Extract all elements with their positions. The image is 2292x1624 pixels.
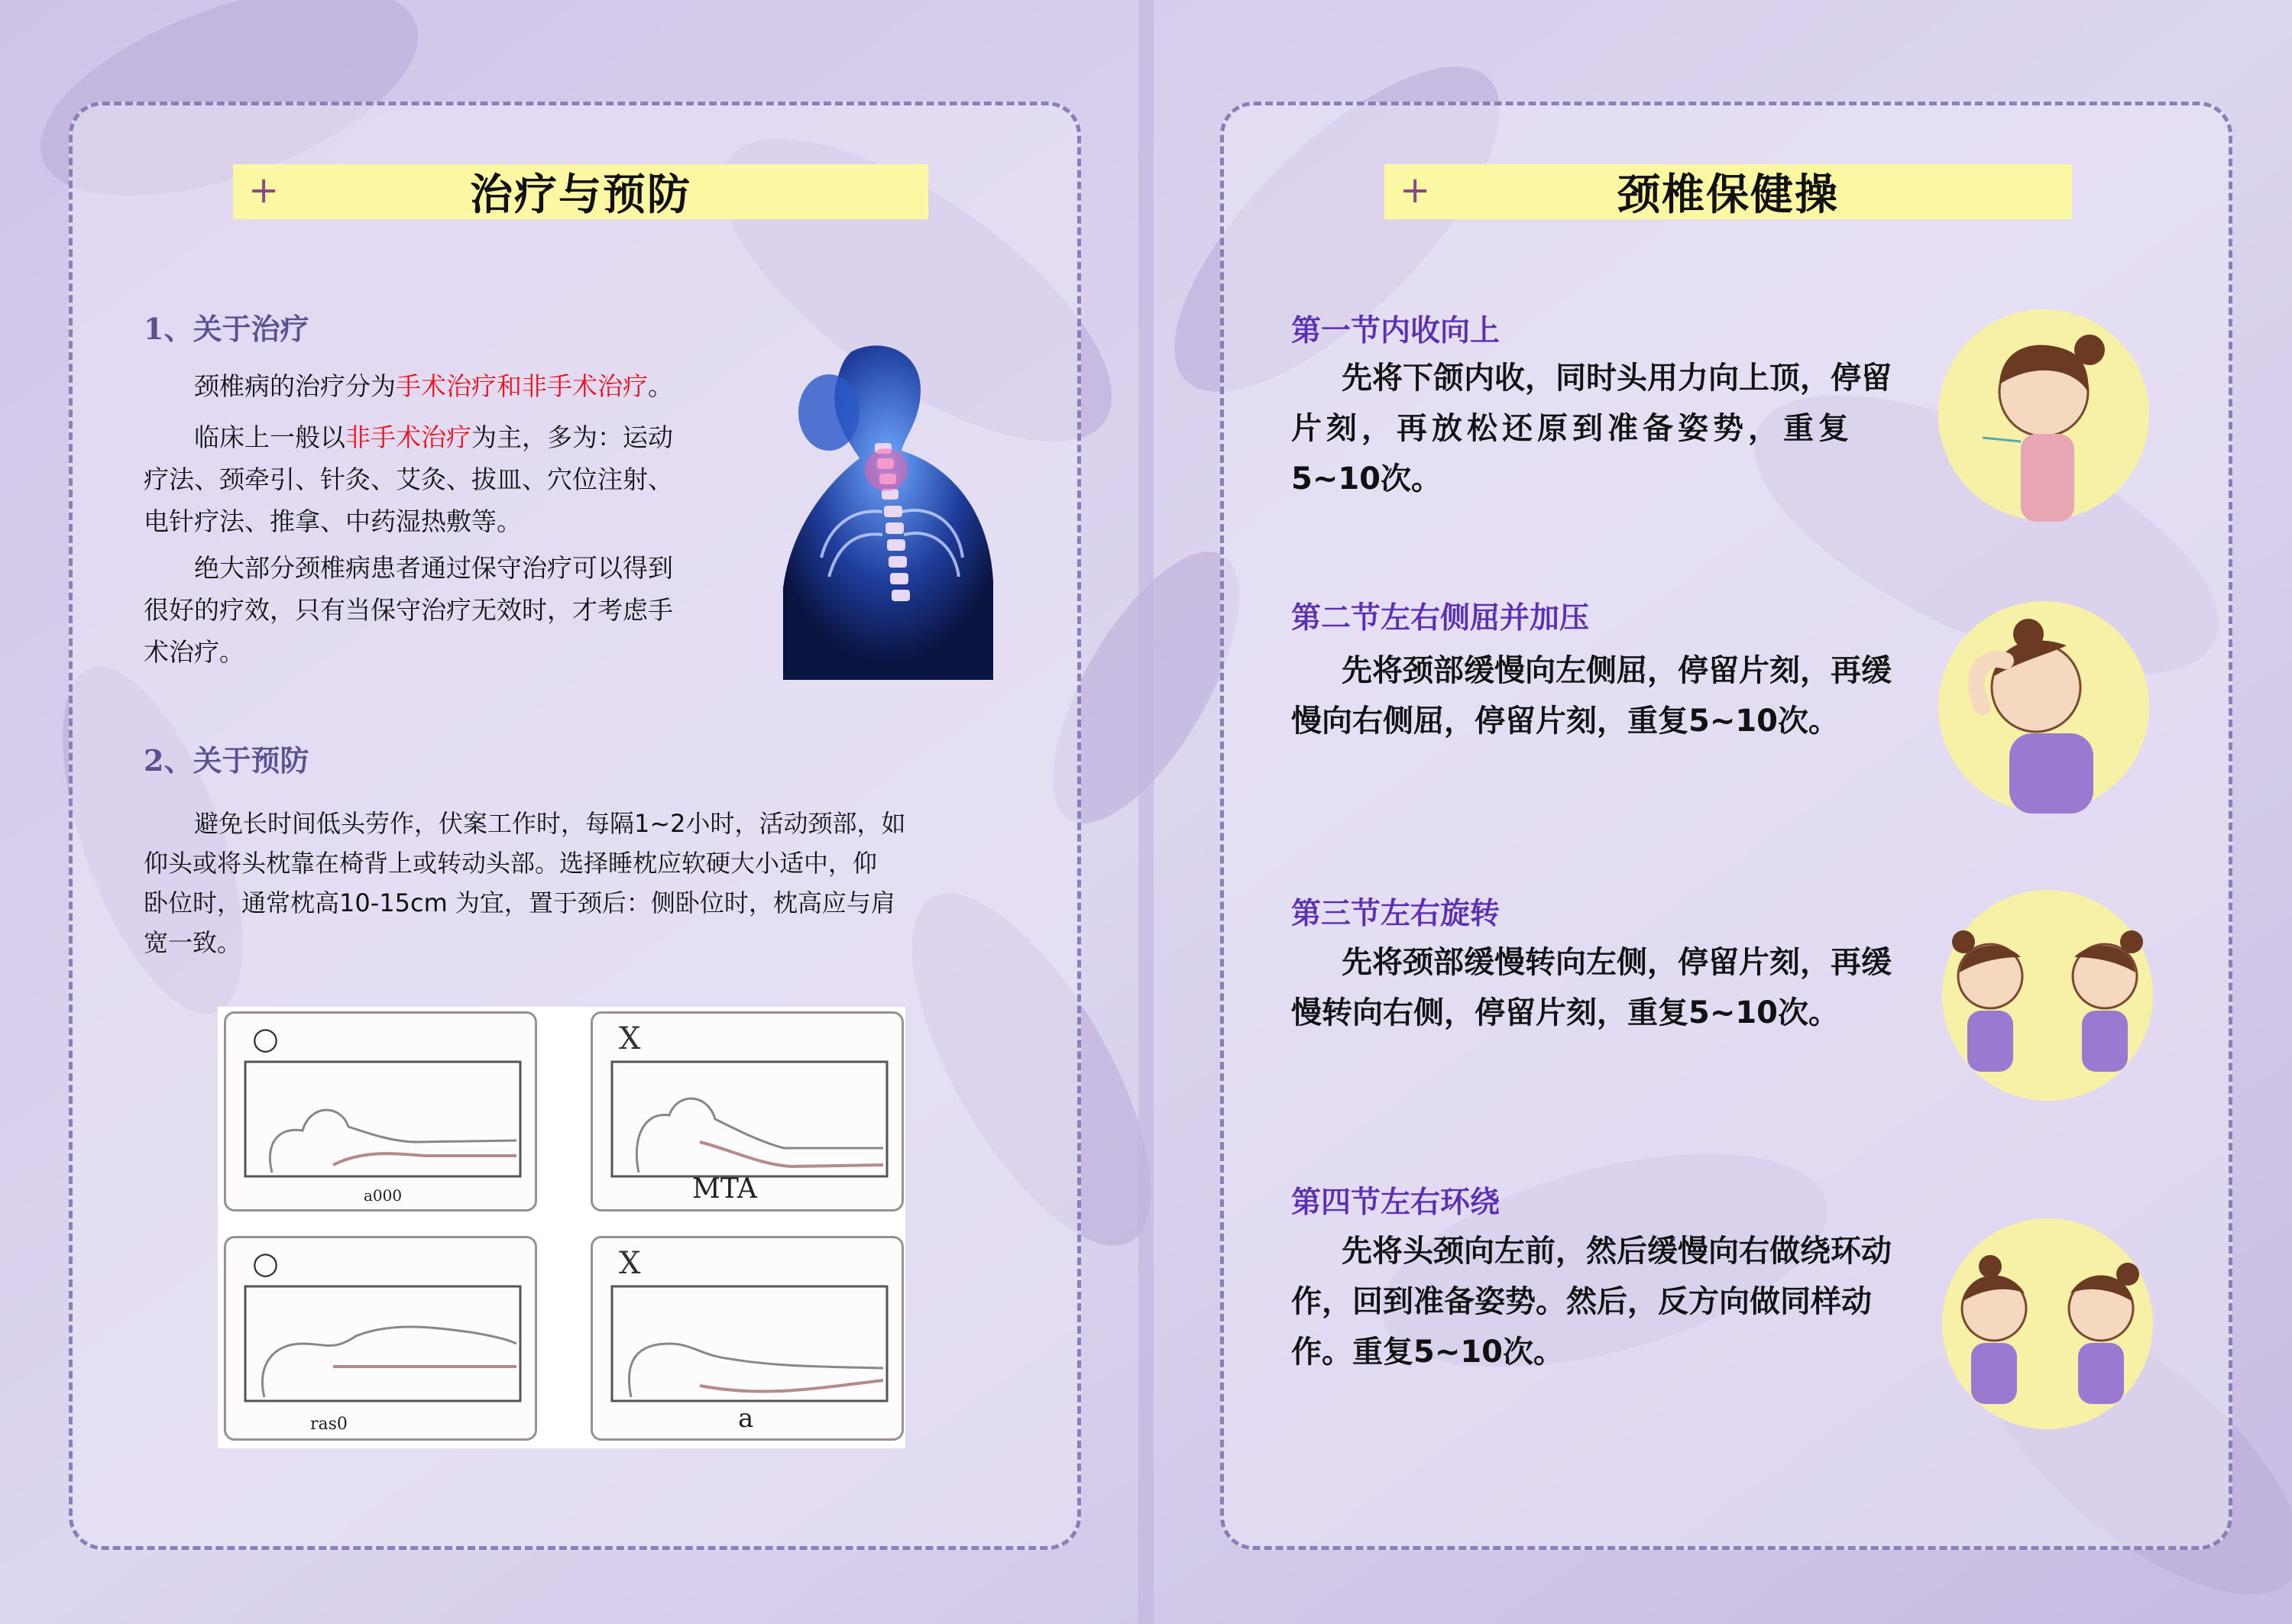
treatment-paragraph-2 xyxy=(144,416,740,542)
exercise-4-body xyxy=(1291,1226,1925,1377)
page-title-right: 颈椎保健操 xyxy=(1617,170,1839,220)
plus-icon-right: + xyxy=(1400,169,1431,212)
treatment-p3-line3: 术治疗。 xyxy=(144,637,244,667)
prevention-heading: 2、关于预防 xyxy=(144,743,309,778)
pillow-cell-4 xyxy=(591,1236,904,1441)
pillow-cell-2 xyxy=(591,1011,904,1212)
exercise-2-title: 第二节左右侧屈并加压 xyxy=(1291,601,1590,636)
prevention-line1: 避免长时间低头劳作，伏案工作时，每隔1~2小时，活动颈部，如 xyxy=(194,809,906,838)
exercise-1-title: 第一节内收向上 xyxy=(1291,314,1500,348)
exercise-4-line1: 先将头颈向左前，然后缓慢向右做绕环动 xyxy=(1342,1234,1892,1269)
prevention-line2: 仰头或将头枕靠在椅背上或转动头部。选择睡枕应软硬大小适中，仰 xyxy=(144,849,878,878)
exercise-4-title: 第四节左右环绕 xyxy=(1291,1186,1500,1220)
treatment-p3-line1: 绝大部分颈椎病患者通过保守治疗可以得到 xyxy=(194,553,673,583)
prevention-paragraph xyxy=(144,804,969,962)
exercise-2-illustration xyxy=(1937,600,2151,814)
treatment-p1-emphasis: 手术治疗和非手术治疗 xyxy=(396,371,648,401)
treatment-p2-text: 临床上一般以 xyxy=(194,422,345,452)
plus-icon: + xyxy=(248,169,280,212)
wrong-mark-icon-2: X xyxy=(619,1246,641,1281)
right-title-banner xyxy=(1384,164,2072,219)
exercise-4-illustration xyxy=(1933,1217,2162,1431)
treatment-p2-line3: 电针疗法、推拿、中药湿热敷等。 xyxy=(144,506,522,536)
exercise-2-line1: 先将颈部缓慢向左侧屈，停留片刻，再缓 xyxy=(1342,653,1892,688)
exercise-4-line3: 作。重复5~10次。 xyxy=(1291,1334,1565,1370)
exercise-3-body xyxy=(1291,937,1925,1038)
treatment-p2-line2: 疗法、颈牵引、针灸、艾灸、拔皿、穴位注射、 xyxy=(144,464,673,494)
supine-good-pillow-drawing xyxy=(241,1058,524,1180)
exercise-2-body xyxy=(1291,645,1925,746)
treatment-p2-text-b: 为主，多为：运动 xyxy=(471,422,673,452)
pillow-posture-figure xyxy=(218,1007,905,1448)
exercise-1-line1: 先将下颌内收，同时头用力向上顶，停留 xyxy=(1342,361,1892,396)
treatment-heading: 1、关于治疗 xyxy=(144,312,309,346)
correct-mark-icon: ○ xyxy=(252,1021,279,1056)
pillow-cell-1 xyxy=(224,1011,537,1212)
supine-bad-pillow-drawing xyxy=(608,1058,891,1180)
correct-mark-icon-2: ○ xyxy=(252,1246,279,1281)
treatment-p1-text: 颈椎病的治疗分为 xyxy=(194,371,396,401)
left-title-banner xyxy=(233,164,928,219)
exercise-3-line1: 先将颈部缓慢转向左侧，停留片刻，再缓 xyxy=(1342,945,1892,980)
exercise-1-body xyxy=(1291,353,1925,504)
exercise-1-line2: 片刻，再放松还原到准备姿势，重复 xyxy=(1291,411,1853,446)
exercise-2-line2: 慢向右侧屈，停留片刻，重复5~10次。 xyxy=(1291,704,1840,739)
exercise-1-illustration xyxy=(1937,308,2151,522)
treatment-paragraph-3 xyxy=(144,547,740,673)
pillow-caption-2: MTA xyxy=(692,1173,757,1205)
wrong-mark-icon: X xyxy=(619,1021,641,1056)
pillow-caption-1: a000 xyxy=(364,1186,403,1205)
pillow-caption-3: ras0 xyxy=(310,1415,348,1434)
exercise-3-line2: 慢转向右侧，停留片刻，重复5~10次。 xyxy=(1291,995,1840,1030)
treatment-p2-emphasis: 非手术治疗 xyxy=(345,422,471,452)
side-good-pillow-drawing xyxy=(241,1283,524,1405)
side-bad-pillow-drawing xyxy=(608,1283,891,1405)
exercise-3-title: 第三节左右旋转 xyxy=(1291,897,1500,931)
page-title-left: 治疗与预防 xyxy=(470,170,691,220)
pillow-caption-4: a xyxy=(738,1403,754,1434)
treatment-p3-line2: 很好的疗效，只有当保守治疗无效时，才考虑手 xyxy=(144,595,673,625)
exercise-4-line2: 作，回到准备姿势。然后，反方向做同样动 xyxy=(1291,1284,1872,1319)
treatment-paragraph-1 xyxy=(144,365,740,407)
exercise-3-illustration xyxy=(1933,888,2162,1102)
treatment-p1-end: 。 xyxy=(648,371,673,401)
exercise-1-line3: 5~10次。 xyxy=(1291,461,1442,497)
prevention-line4: 宽一致。 xyxy=(144,928,242,957)
prevention-line3: 卧位时，通常枕高10-15cm 为宜，置于颈后：侧卧位时，枕高应与肩 xyxy=(144,888,895,917)
pillow-cell-3 xyxy=(224,1236,537,1441)
spine-xray-image xyxy=(768,336,997,680)
